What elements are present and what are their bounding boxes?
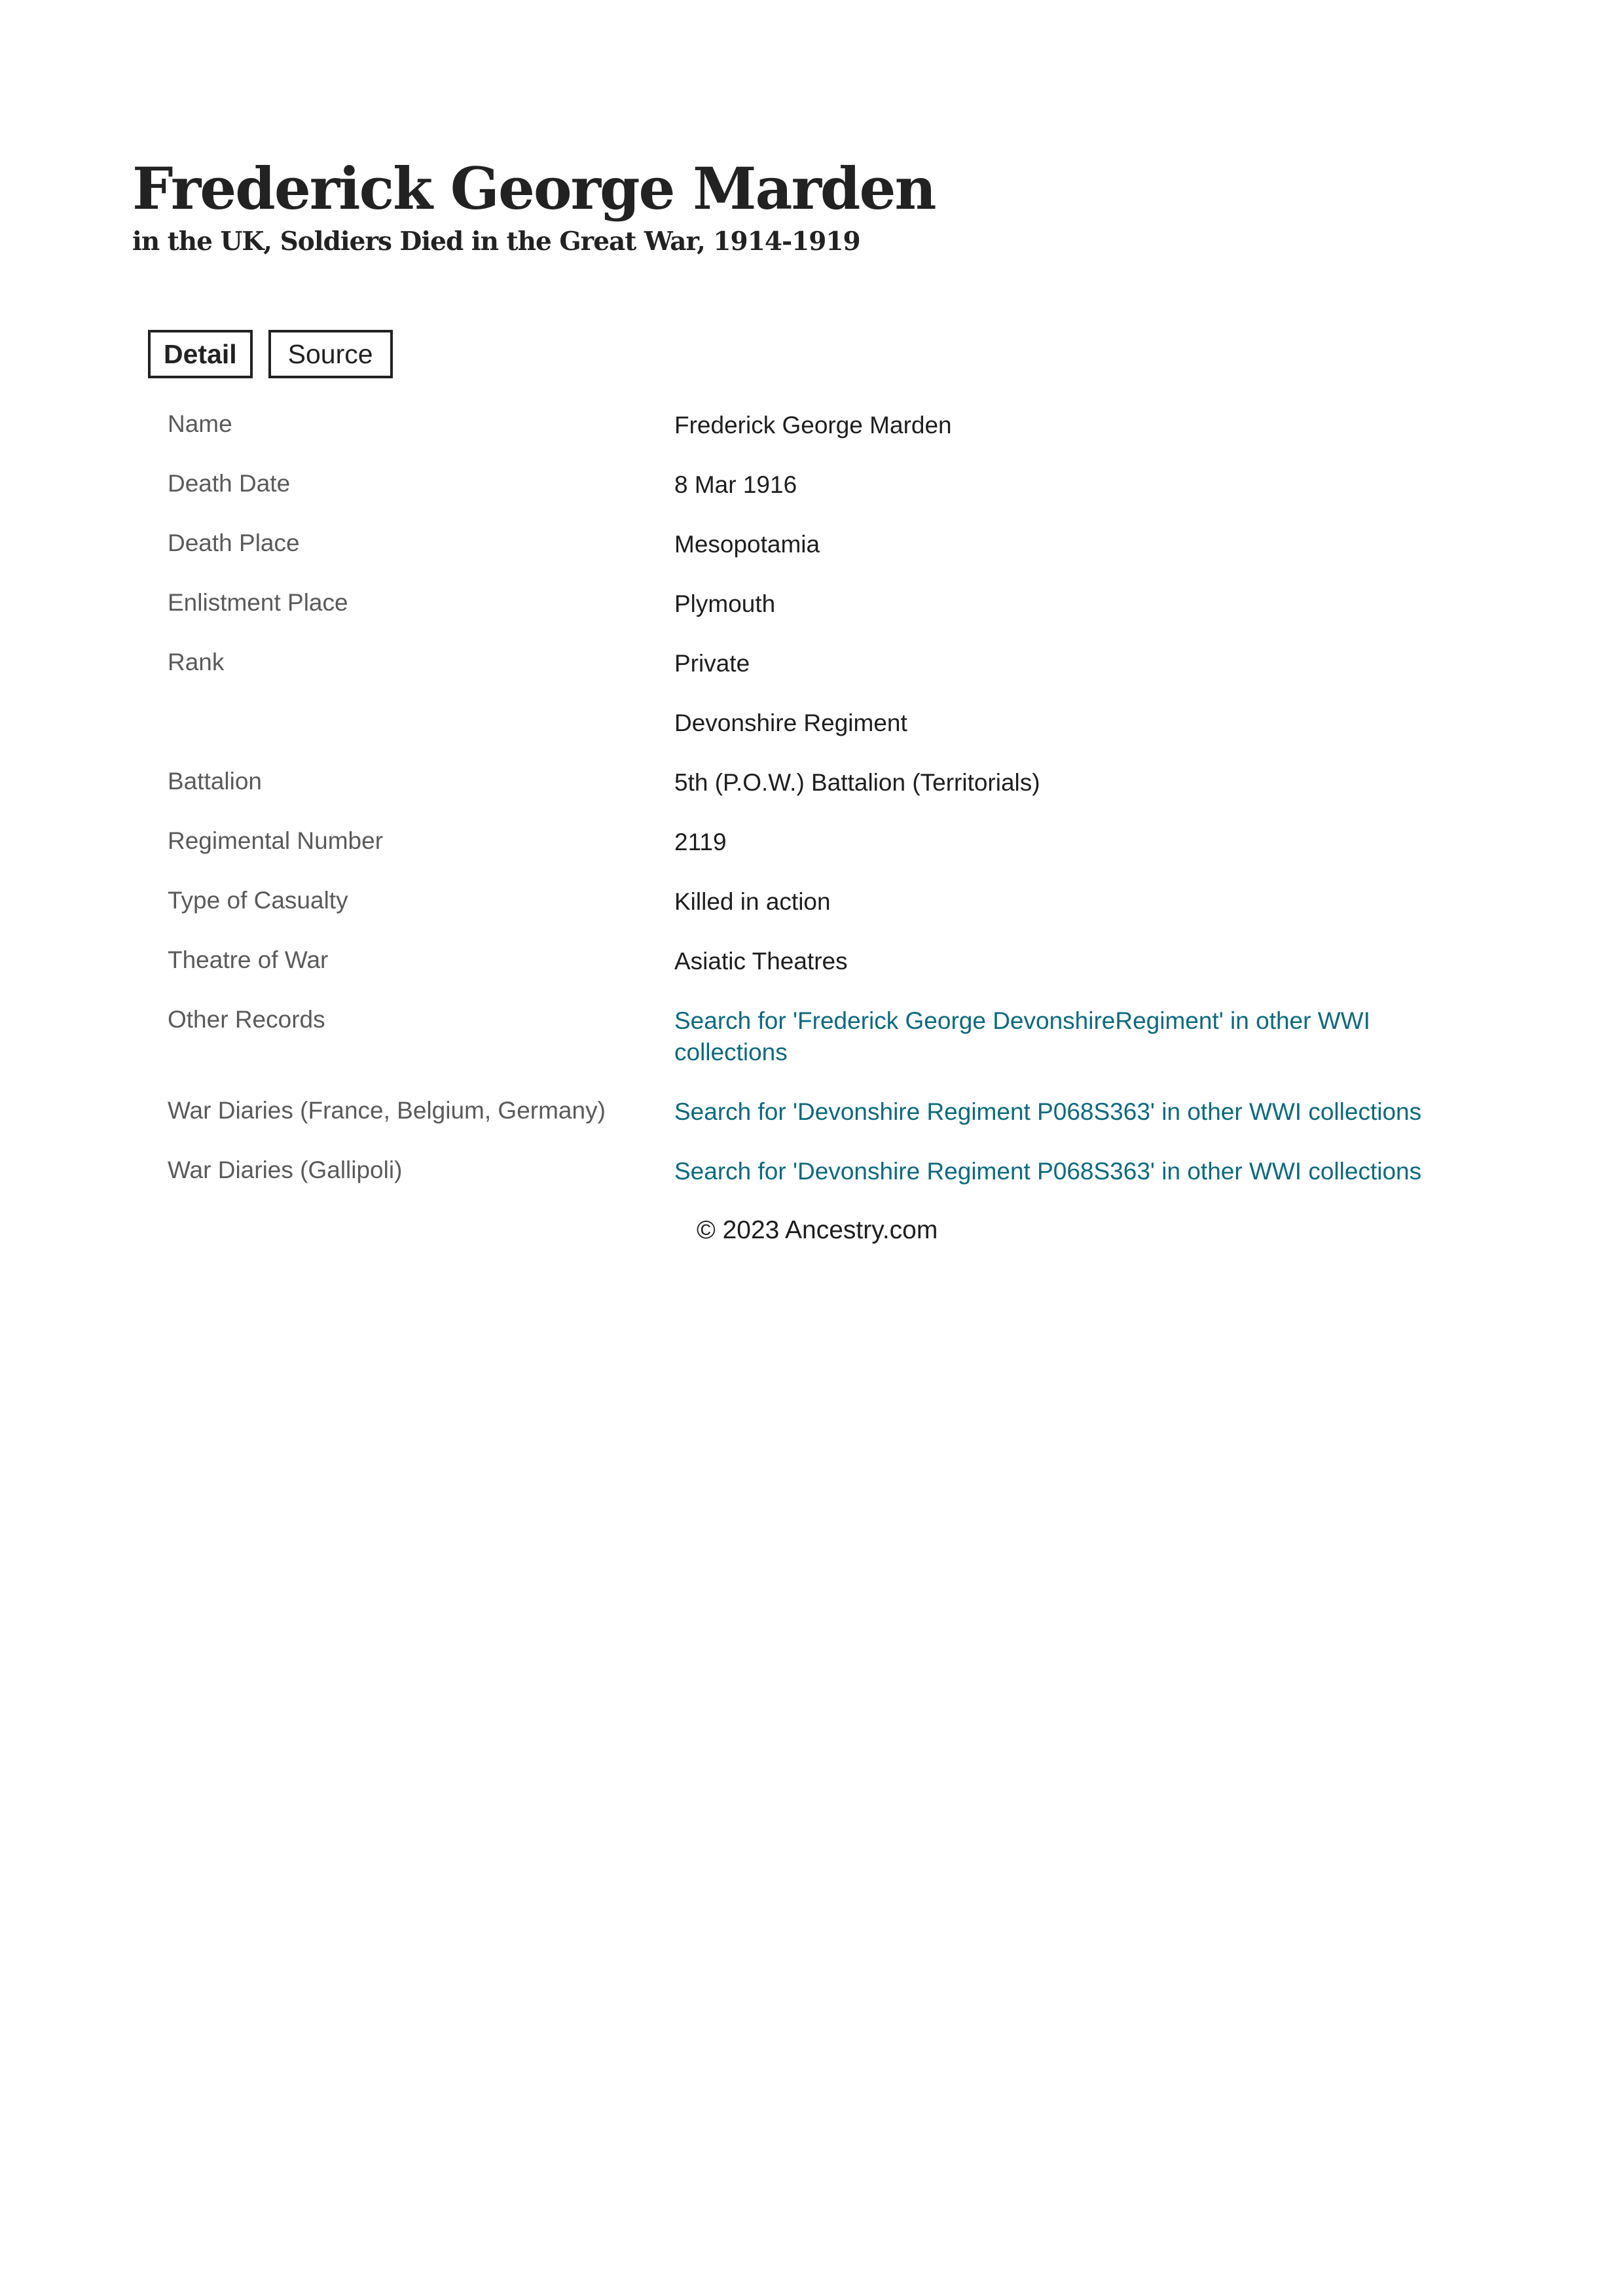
field-value: Devonshire Regiment bbox=[674, 709, 907, 736]
row-war-diaries-france bbox=[168, 1087, 1477, 1147]
other-records-search-link[interactable]: Search for 'Frederick George DevonshireRegiment' in other WWI collections bbox=[674, 1007, 1370, 1066]
record-detail-table bbox=[168, 401, 1477, 1206]
row-death-place bbox=[168, 520, 1477, 579]
field-label: Theatre of War bbox=[168, 946, 329, 973]
row-name bbox=[168, 401, 1477, 460]
field-label: Regimental Number bbox=[168, 827, 384, 854]
field-label: Death Place bbox=[168, 529, 300, 556]
field-value: 2119 bbox=[674, 829, 727, 855]
row-war-diaries-gallipoli bbox=[168, 1147, 1477, 1206]
field-value: 8 Mar 1916 bbox=[674, 471, 797, 498]
field-label: Death Date bbox=[168, 470, 291, 497]
field-label: War Diaries (Gallipoli) bbox=[168, 1157, 403, 1183]
row-theatre-of-war bbox=[168, 937, 1477, 996]
row-regiment bbox=[168, 698, 1477, 758]
copyright-footer: © 2023 Ancestry.com bbox=[697, 1216, 938, 1244]
row-rank bbox=[168, 639, 1477, 698]
field-label: Rank bbox=[168, 649, 225, 675]
field-label: Other Records bbox=[168, 1006, 325, 1033]
record-tabs bbox=[148, 330, 393, 378]
field-value: Killed in action bbox=[674, 888, 831, 915]
field-label: Battalion bbox=[168, 768, 262, 795]
collection-subtitle: in the UK, Soldiers Died in the Great War, 1914-1919 bbox=[132, 226, 860, 257]
tab-source[interactable]: Source bbox=[268, 330, 393, 378]
field-value: 5th (P.O.W.) Battalion (Territorials) bbox=[674, 769, 1040, 796]
field-value: Frederick George Marden bbox=[674, 412, 952, 439]
tab-detail[interactable]: Detail bbox=[148, 330, 253, 378]
row-death-date bbox=[168, 460, 1477, 520]
field-label: Enlistment Place bbox=[168, 589, 348, 616]
row-enlistment-place bbox=[168, 579, 1477, 639]
field-label: War Diaries (France, Belgium, Germany) bbox=[168, 1097, 606, 1124]
field-value: Plymouth bbox=[674, 590, 776, 617]
field-label: Name bbox=[168, 410, 232, 437]
page-title: Frederick George Marden bbox=[132, 154, 936, 223]
field-value: Private bbox=[674, 650, 750, 677]
row-type-of-casualty bbox=[168, 877, 1477, 937]
war-diaries-gallipoli-search-link[interactable]: Search for 'Devonshire Regiment P068S363' in other WWI collections bbox=[674, 1158, 1422, 1185]
field-value: Mesopotamia bbox=[674, 531, 820, 558]
row-regimental-number bbox=[168, 817, 1477, 877]
war-diaries-france-search-link[interactable]: Search for 'Devonshire Regiment P068S363' in other WWI collections bbox=[674, 1098, 1422, 1125]
row-other-records bbox=[168, 996, 1477, 1087]
row-battalion bbox=[168, 758, 1477, 817]
field-label: Type of Casualty bbox=[168, 887, 348, 914]
field-value: Asiatic Theatres bbox=[674, 948, 848, 975]
